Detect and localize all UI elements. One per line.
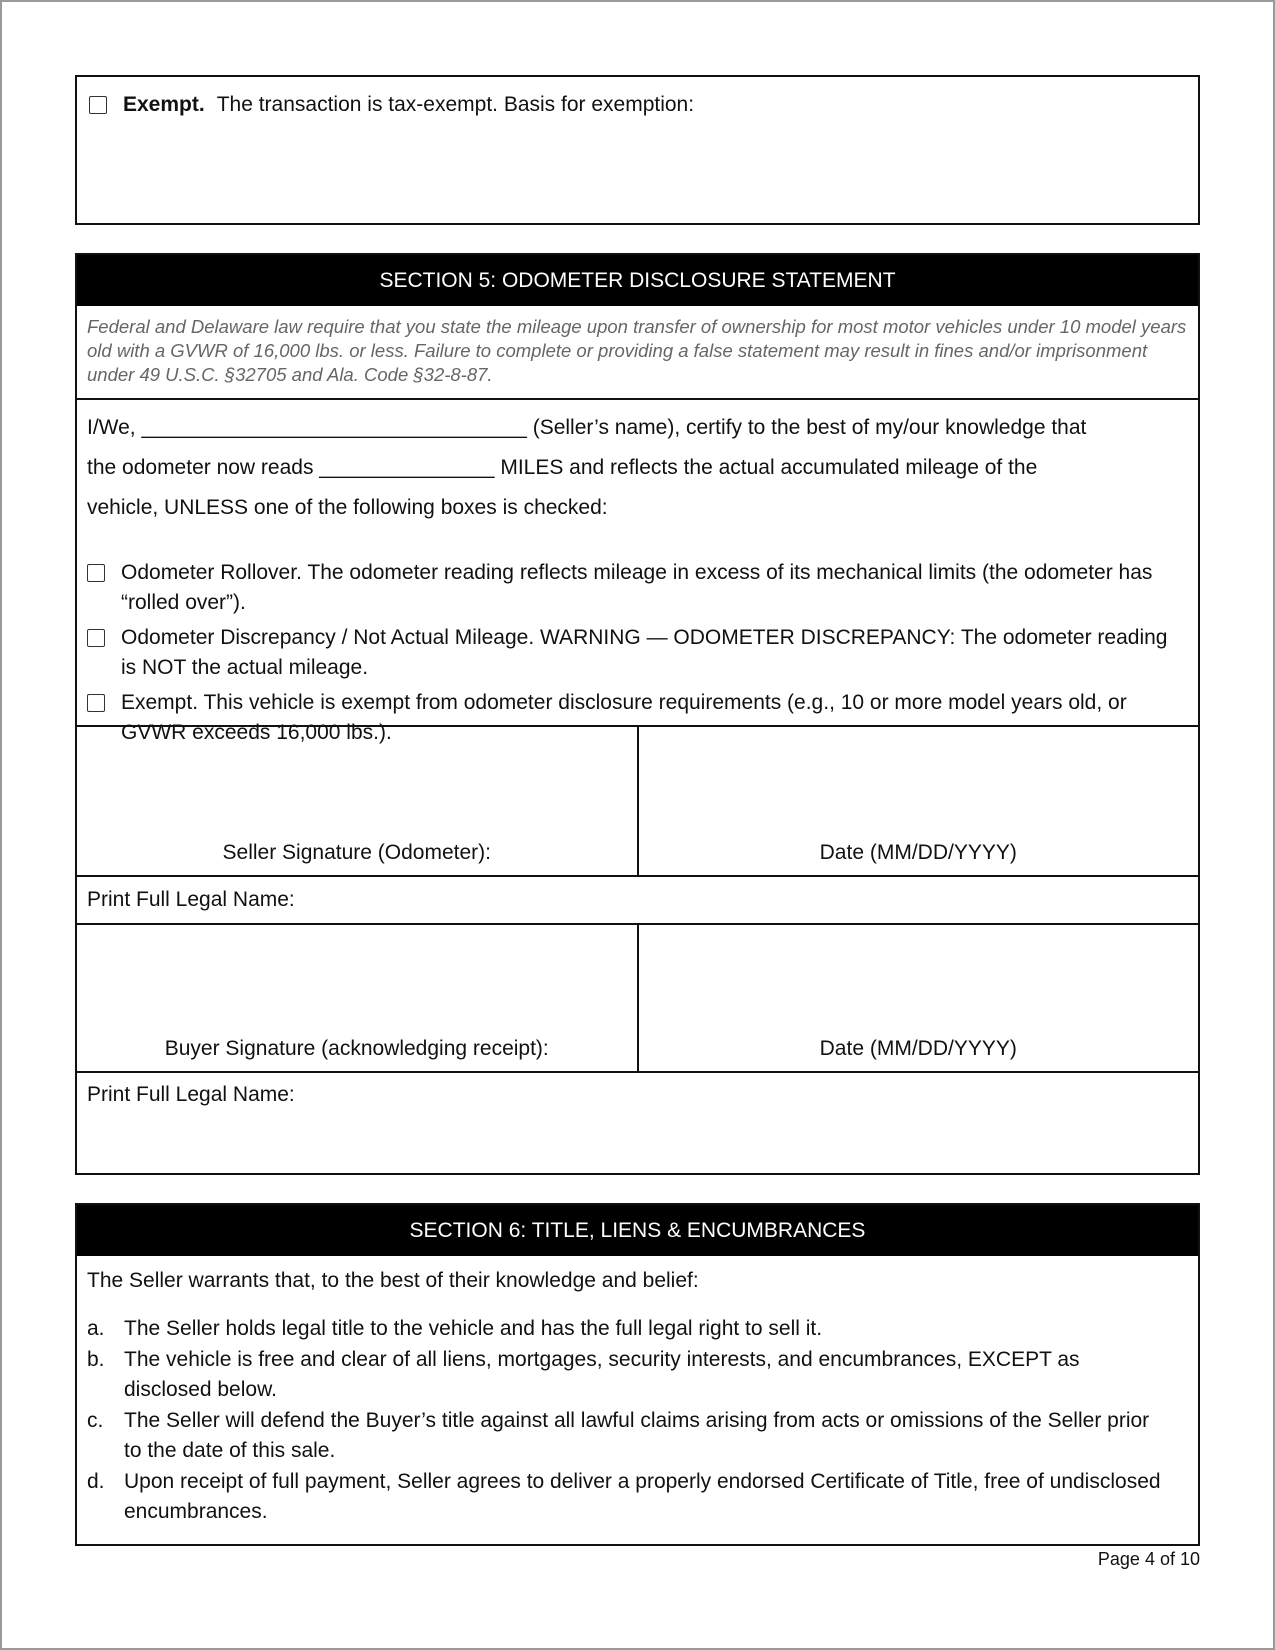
odometer-exempt-text: Exempt. This vehicle is exempt from odometer disclosure requirements (e.g., 10 or more model years old, or GVWR exceeds 16,000 lbs.). [121,691,1127,744]
seller-print-name-label: Print Full Legal Name: [87,888,295,911]
odometer-exempt-checkbox[interactable] [87,694,105,712]
item-letter: b. [87,1347,105,1371]
buyer-print-name-label: Print Full Legal Name: [87,1083,295,1106]
cert-line-3: vehicle, UNLESS one of the following boxes is checked: [87,496,608,519]
list-item [87,1406,1188,1467]
seller-date-field[interactable] [637,727,1199,875]
buyer-signature-row [77,923,1198,1071]
cert-line-1: I/We, _________________________________ (Seller’s name), certify to the best of my/our knowledge that [87,416,1087,439]
item-text: The Seller holds legal title to the vehicle and has the full legal right to sell it. [124,1317,823,1340]
seller-signature-label: Seller Signature (Odometer): [222,841,491,864]
rollover-text: Odometer Rollover. The odometer reading reflects mileage in excess of its mechanical limits (the odometer has “rolled over”). [121,561,1153,614]
section-5-header: SECTION 5: ODOMETER DISCLOSURE STATEMENT [77,255,1198,306]
item-text: The vehicle is free and clear of all liens, mortgages, security interests, and encumbrances, EXCEPT as disclosed below. [124,1347,1080,1401]
item-letter: a. [87,1317,105,1340]
discrepancy-text: Odometer Discrepancy / Not Actual Mileage. WARNING — ODOMETER DISCREPANCY: The odometer reading is NOT the actual mileage. [121,626,1168,679]
page-number: Page 4 of 10 [1097,1549,1200,1569]
seller-signature-row [77,725,1198,875]
tax-exempt-box [75,75,1200,225]
item-text: Upon receipt of full payment, Seller agrees to deliver a properly endorsed Certificate of Title, free of undisclosed encumbrances. [124,1469,1161,1523]
option-rollover [87,558,1188,618]
item-letter: c. [87,1408,104,1432]
discrepancy-checkbox[interactable] [87,629,105,647]
seller-print-name-field[interactable] [77,875,1198,923]
section-6-title-liens [75,1203,1200,1546]
list-item [87,1467,1188,1528]
buyer-date-label: Date (MM/DD/YYYY) [819,1037,1017,1060]
warranty-intro: The Seller warrants that, to the best of their knowledge and belief: [87,1269,699,1292]
odometer-options [77,558,1198,748]
buyer-print-name-field[interactable] [77,1071,1198,1173]
item-letter: d. [87,1469,105,1493]
buyer-date-field[interactable] [637,925,1199,1071]
section-6-header: SECTION 6: TITLE, LIENS & ENCUMBRANCES [77,1205,1198,1256]
cert-line-2: the odometer now reads _______________ MILES and reflects the actual accumulated mileage of the [87,456,1038,479]
option-discrepancy [87,623,1188,683]
seller-date-label: Date (MM/DD/YYYY) [819,841,1017,864]
tax-exempt-row [89,93,694,117]
list-item [87,1314,1188,1345]
tax-exempt-text: The transaction is tax-exempt. Basis for exemption: [216,93,695,116]
item-text: The Seller will defend the Buyer’s title against all lawful claims arising from acts or omissions of the Seller prior to the date of this sale. [124,1408,1150,1462]
section-5-odometer [75,253,1200,1175]
seller-signature-field[interactable] [77,727,637,875]
buyer-signature-field[interactable] [77,925,637,1071]
rollover-checkbox[interactable] [87,564,105,582]
tax-exempt-checkbox[interactable] [89,96,107,114]
odometer-certification [77,400,1198,528]
tax-exempt-label: Exempt. [123,93,205,116]
buyer-signature-label: Buyer Signature (acknowledging receipt): [164,1037,549,1060]
list-item [87,1345,1188,1406]
odometer-legal-notice: Federal and Delaware law require that you state the mileage upon transfer of ownership for most motor vehicles under 10 model years old with a GVWR of 16,000 lbs. or less. Failure to complete or providing a false statement may result in fines and/or imprisonment under 49 U.S.C. §32705 and Ala. Code §32-8-87. [77,306,1198,400]
warranty-list [77,1314,1198,1528]
